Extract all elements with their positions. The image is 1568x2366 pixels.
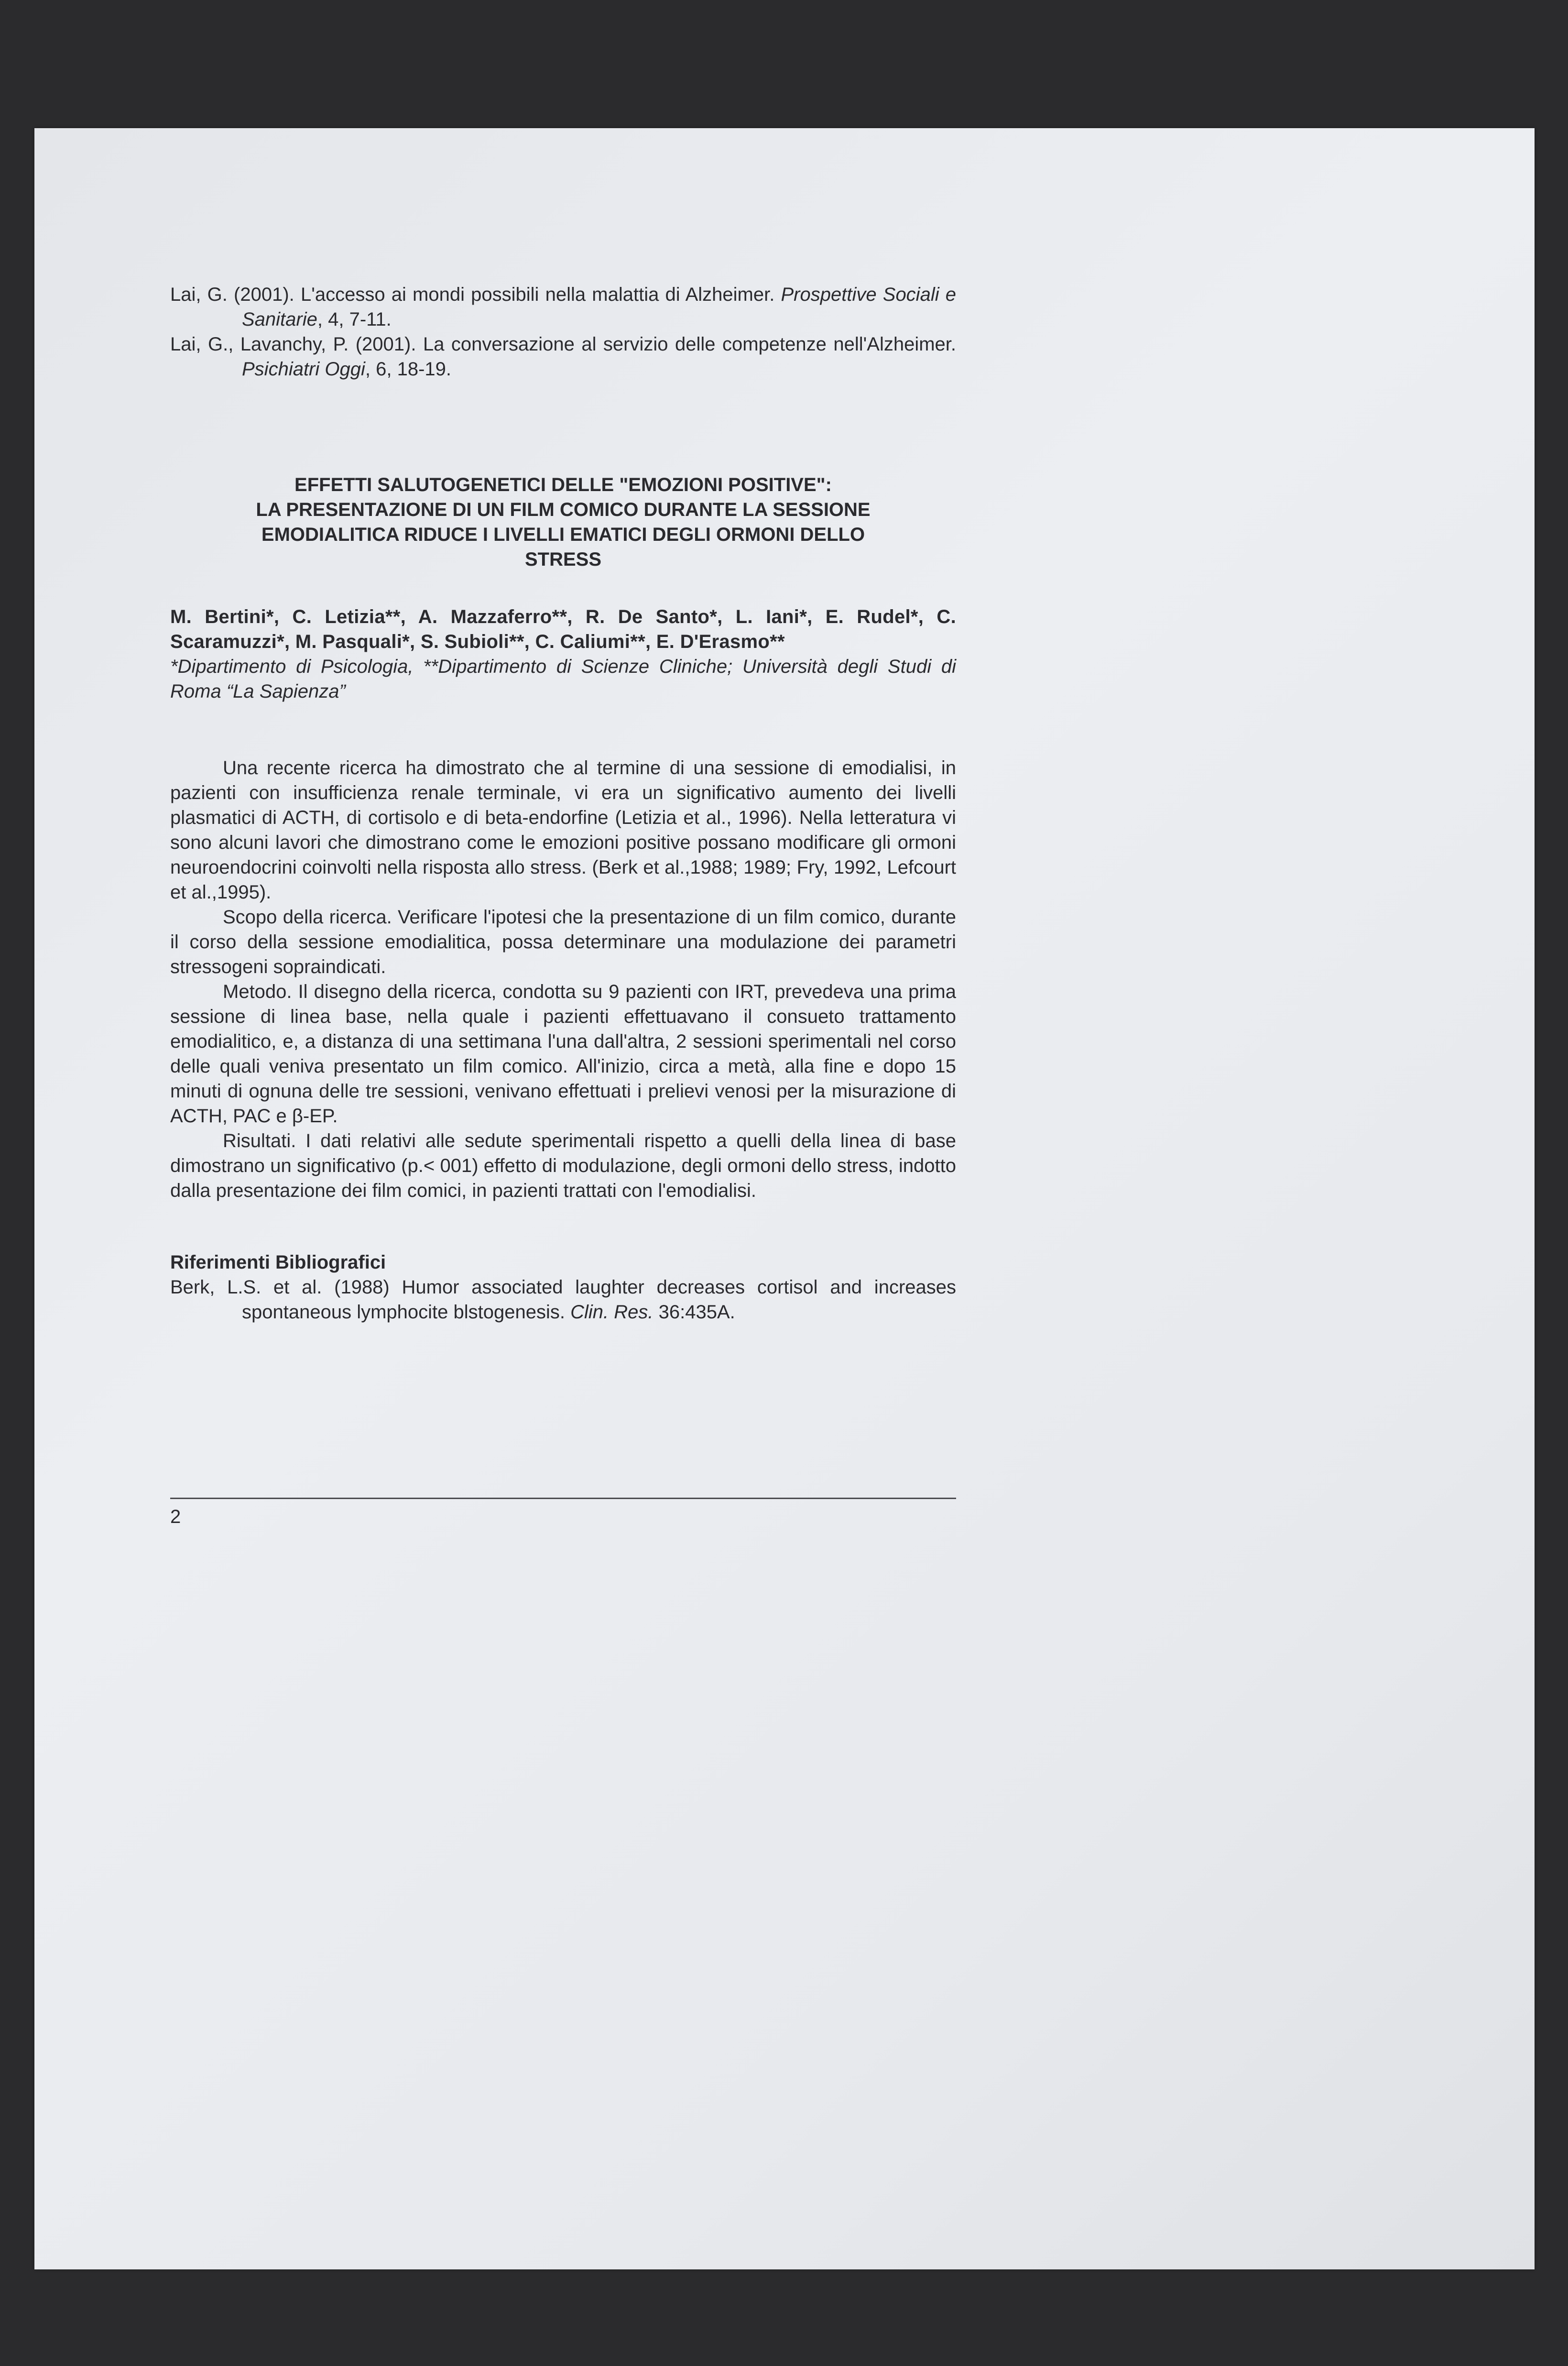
bibliography-heading: Riferimenti Bibliografici: [170, 1252, 386, 1273]
bibliography-tail: 36:435A.: [653, 1302, 735, 1323]
bibliography-journal: Clin. Res.: [570, 1302, 653, 1323]
page-number: 2: [170, 1506, 181, 1527]
title-line: STRESS: [524, 549, 602, 570]
reference-entry: [170, 332, 956, 382]
article-title: [170, 472, 956, 572]
reference-journal: Prospettive Sociali e Sanitarie: [242, 284, 957, 330]
paragraph-metodo: Metodo. Il disegno della ricerca, condotta su 9 pazienti con IRT, prevedeva una prima sessione di linea base, nella quale i pazienti effettuavano il consueto trattamento emodialitico, e, a distanza di una settimana l'una dall'altra, 2 sessioni sperimentali nel corso delle quali veniva presentato un film comico. All'inizio, circa a metà, alla fine e dopo 15 minuti di ognuna delle tre sessioni, venivano effettuati i prelievi venosi per la misurazione di ACTH, PAC e β-EP.: [170, 981, 956, 1127]
authors: M. Bertini*, C. Letizia**, A. Mazzaferro**, R. De Santo*, L. Iani*, E. Rudel*, C. Scaramuzzi*, M. Pasquali*, S. Subioli**, C. Caliumi**, E. D'Erasmo**: [170, 606, 956, 652]
document-content: [170, 282, 956, 1325]
paragraph-intro: Una recente ricerca ha dimostrato che al termine di una sessione di emodialisi, in pazienti con insufficienza renale terminale, vi era un significativo aumento dei livelli plasmatici di ACTH, di cortisolo e di beta-endorfine (Letizia et al., 1996). Nella letteratura vi sono alcuni lavori che dimostrano come le emozioni positive possano modificare gli ormoni neuroendocrini coinvolti nella risposta allo stress. (Berk et al.,1988; 1989; Fry, 1992, Lefcourt et al.,1995).: [170, 757, 956, 903]
title-line: EMODIALITICA RIDUCE I LIVELLI EMATICI DEGLI ORMONI DELLO: [261, 524, 865, 545]
reference-text: Lai, G. (2001). L'accesso ai mondi possibili nella malattia di Alzheimer.: [170, 284, 775, 305]
paragraph-risultati: Risultati. I dati relativi alle sedute sperimentali rispetto a quelli della linea di base dimostrano un significativo (p.< 001) effetto di modulazione, degli ormoni dello stress, indotto dalla presentazione dei film comici, in pazienti trattati con l'emodialisi.: [170, 1130, 956, 1201]
article-body: [170, 756, 956, 1203]
reference-tail: , 4, 7-11.: [317, 309, 392, 330]
reference-text: Lai, G., Lavanchy, P. (2001). La conversazione al servizio delle competenze nell'Alzheimer.: [170, 334, 956, 355]
bibliography-text: Berk, L.S. et al. (1988) Humor associated laughter decreases cortisol and increases spontaneous lymphocite blstogenesis.: [170, 1277, 956, 1323]
bibliography-entry: [170, 1275, 956, 1325]
reference-tail: , 6, 18-19.: [365, 359, 451, 380]
title-line: EFFETTI SALUTOGENETICI DELLE "EMOZIONI POSITIVE":: [294, 474, 832, 495]
reference-journal: Psichiatri Oggi: [242, 359, 365, 380]
title-line: LA PRESENTAZIONE DI UN FILM COMICO DURANTE LA SESSIONE: [256, 499, 871, 520]
reference-entry: [170, 282, 956, 332]
affiliation: *Dipartimento di Psicologia, **Dipartimento di Scienze Cliniche; Università degli Studi di Roma “La Sapienza”: [170, 656, 956, 702]
paragraph-scopo: Scopo della ricerca. Verificare l'ipotesi che la presentazione di un film comico, durante il corso della sessione emodialitica, possa determinare una modulazione dei parametri stressogeni sopraindicati.: [170, 907, 956, 977]
footer-rule: [170, 1498, 956, 1499]
